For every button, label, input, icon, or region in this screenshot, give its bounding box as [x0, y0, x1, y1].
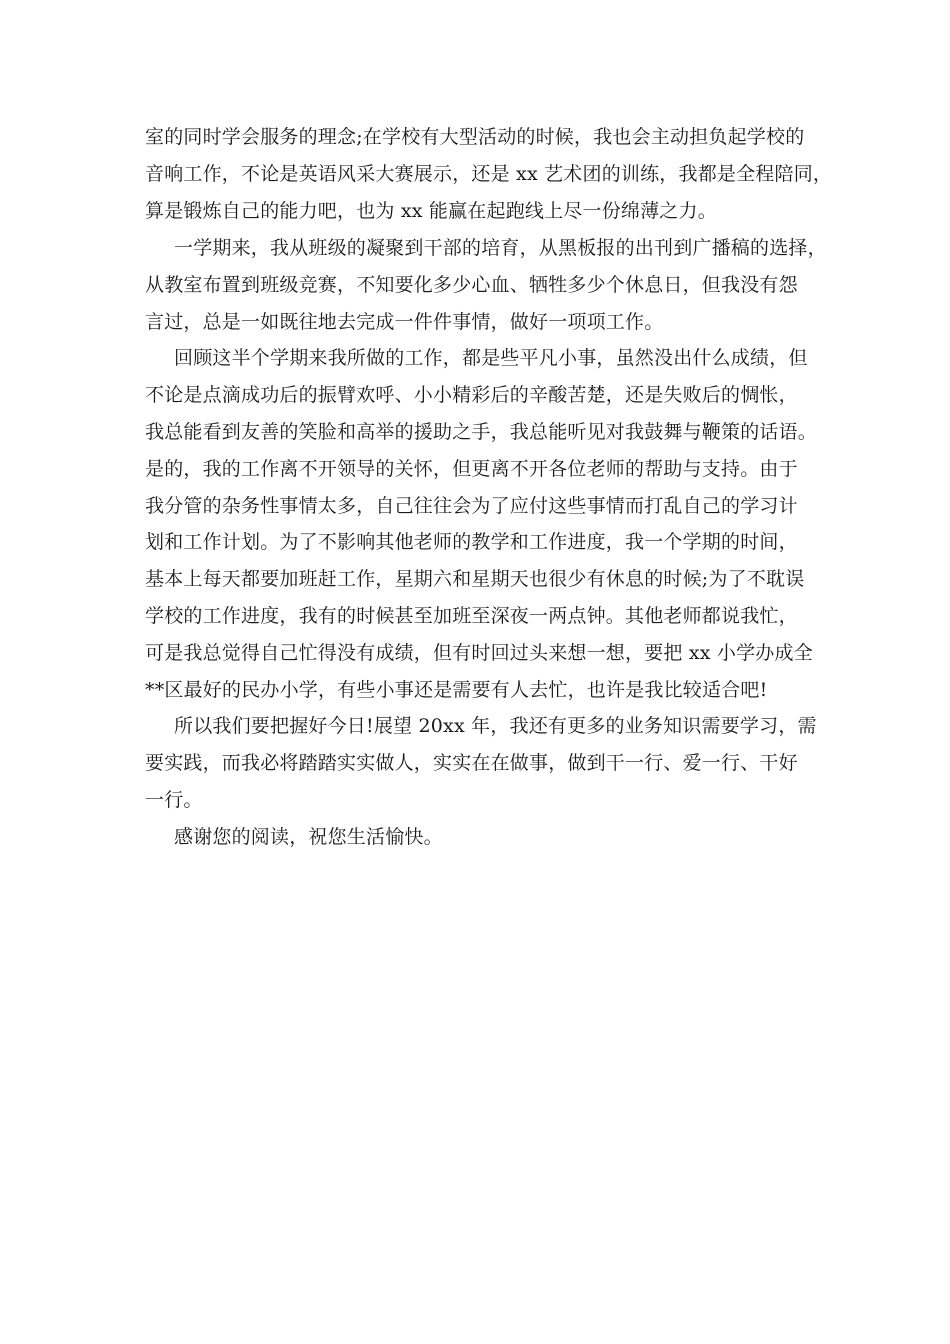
- text-line: 我总能看到友善的笑脸和高举的援助之手，我总能听见对我鼓舞与鞭策的话语。: [145, 421, 818, 443]
- text-line: 是的，我的工作离不开领导的关怀，但更离不开各位老师的帮助与支持。由于: [145, 458, 798, 480]
- text-line: 划和工作计划。为了不影响其他老师的教学和工作进度，我一个学期的时间，: [145, 531, 798, 553]
- text-line: 基本上每天都要加班赶工作，星期六和星期天也很少有休息的时候;为了不耽误: [145, 568, 805, 590]
- paragraph-first-line: 一学期来，我从班级的凝聚到干部的培育，从黑板报的出刊到广播稿的选择，: [174, 237, 827, 259]
- text-line: 可是我总觉得自己忙得没有成绩，但有时回过头来想一想，要把 xx 小学办成全: [145, 642, 813, 664]
- text-line: 音响工作，不论是英语风采大赛展示，还是 xx 艺术团的训练，我都是全程陪同，: [145, 163, 833, 185]
- paragraph-first-line: 所以我们要把握好今日!展望 20xx 年，我还有更多的业务知识需要学习，需: [174, 715, 817, 737]
- closing-line: 感谢您的阅读，祝您生活愉快。: [174, 826, 443, 848]
- text-line: 要实践，而我必将踏踏实实做人，实实在在做事，做到干一行、爱一行、干好: [145, 752, 798, 774]
- text-line: 室的同时学会服务的理念;在学校有大型活动的时候，我也会主动担负起学校的: [145, 126, 805, 148]
- text-line: 我分管的杂务性事情太多，自己往往会为了应付这些事情而打乱自己的学习计: [145, 495, 798, 517]
- text-line: 从教室布置到班级竞赛，不知要化多少心血、牺牲多少个休息日，但我没有怨: [145, 274, 798, 296]
- text-line: 学校的工作进度，我有的时候甚至加班至深夜一两点钟。其他老师都说我忙，: [145, 605, 798, 627]
- text-line: **区最好的民办小学，有些小事还是需要有人去忙，也许是我比较适合吧!: [145, 679, 768, 701]
- paragraph-first-line: 回顾这半个学期来我所做的工作，都是些平凡小事，虽然没出什么成绩，但: [174, 347, 808, 369]
- text-line: 言过，总是一如既往地去完成一件件事情，做好一项项工作。: [145, 311, 664, 333]
- text-line: 算是锻炼自己的能力吧，也为 xx 能赢在起跑线上尽一份绵薄之力。: [145, 200, 717, 222]
- text-line: 不论是点滴成功后的振臂欢呼、小小精彩后的辛酸苦楚，还是失败后的惆怅，: [145, 384, 798, 406]
- text-line: 一行。: [145, 789, 203, 811]
